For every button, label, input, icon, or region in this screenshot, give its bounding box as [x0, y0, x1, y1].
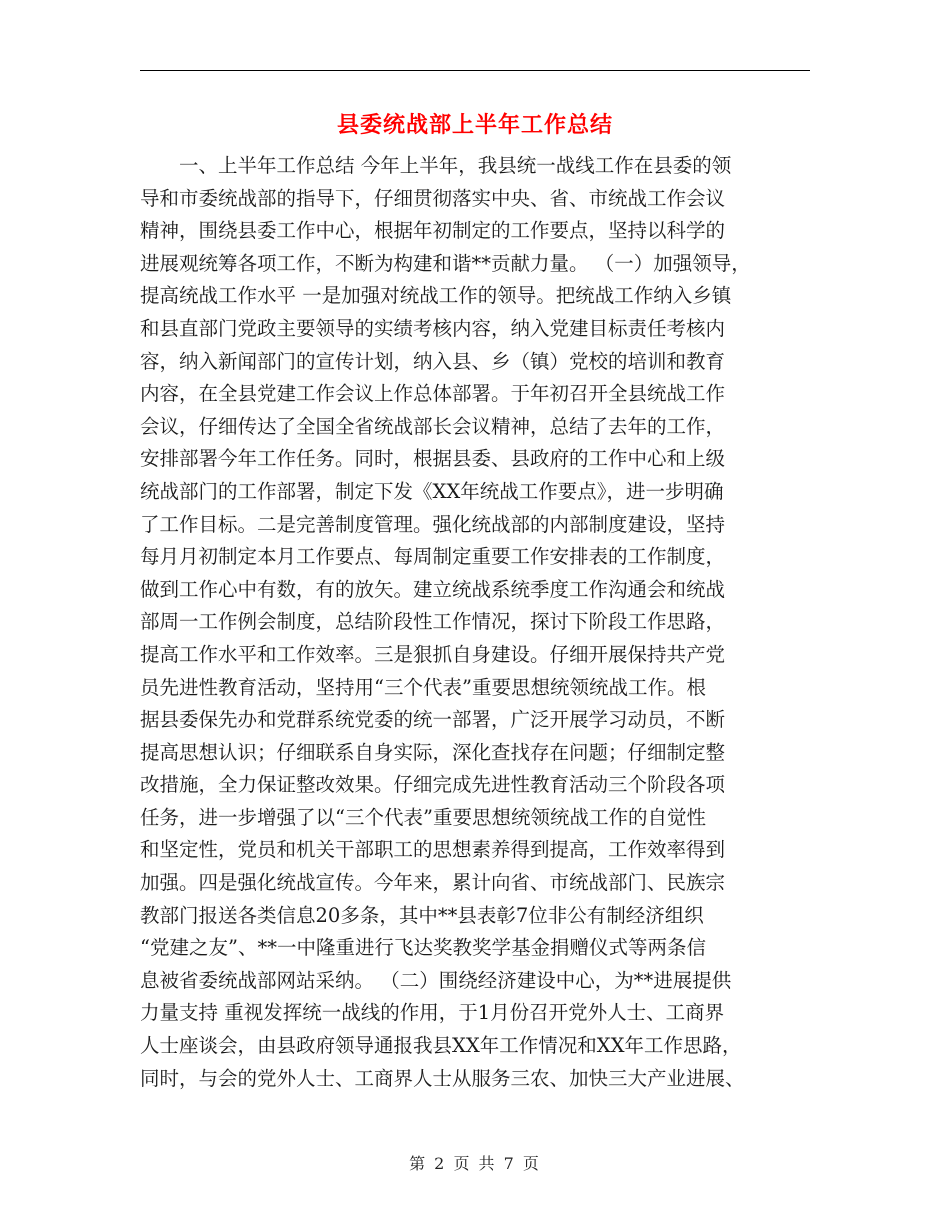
body-line: 据县委保先办和党群系统党委的统一部署，广泛开展学习动员，不断 — [140, 708, 726, 732]
body-line: 息被省委统战部网站采纳。 （二）围绕经济建设中心，为**进展提供 — [140, 968, 732, 992]
body-line: 统战部门的工作部署，制定下发《XX年统战工作要点》，进一步明确 — [140, 479, 724, 503]
page-number: 第 2 页 共 7 页 — [409, 1154, 541, 1173]
document-body — [140, 150, 820, 1095]
body-line: 了工作目标。二是完善制度管理。强化统战部的内部制度建设，坚持 — [140, 512, 726, 536]
body-line: 改措施，全力保证整改效果。仔细完成先进性教育活动三个阶段各项 — [140, 773, 726, 797]
body-line: 提高工作水平和工作效率。三是狠抓自身建设。仔细开展保持共产党 — [140, 642, 726, 666]
body-line: 做到工作心中有数，有的放矢。建立统战系统季度工作沟通会和统战 — [140, 577, 726, 601]
document-title: 县委统战部上半年工作总结 — [336, 112, 613, 138]
body-line: 一、上半年工作总结 今年上半年，我县统一战线工作在县委的领 — [179, 154, 732, 177]
body-line: 教部门报送各类信息20多条，其中**县表彰7位非公有制经济组织 — [140, 903, 704, 927]
body-line: 进展观统筹各项工作，不断为构建和谐**贡献力量。 （一）加强领导， — [140, 251, 751, 275]
body-line: 提高思想认识；仔细联系自身实际，深化查找存在问题；仔细制定整 — [140, 740, 726, 764]
body-line: 加强。四是强化统战宣传。今年来，累计向省、市统战部门、民族宗 — [140, 871, 726, 895]
body-line: 和县直部门党政主要领导的实绩考核内容，纳入党建目标责任考核内 — [140, 316, 726, 340]
body-line: 导和市委统战部的指导下，仔细贯彻落实中央、省、市统战工作会议 — [140, 186, 726, 210]
body-line: 精神，围绕县委工作中心，根据年初制定的工作要点，坚持以科学的 — [140, 219, 726, 243]
body-line: 任务，进一步增强了以“三个代表”重要思想统领统战工作的自觉性 — [140, 805, 706, 829]
body-line: 每月月初制定本月工作要点、每周制定重要工作安排表的工作制度， — [140, 545, 726, 569]
body-line: 容，纳入新闻部门的宣传计划，纳入县、乡（镇）党校的培训和教育 — [140, 349, 726, 373]
body-line: 提高统战工作水平 一是加强对统战工作的领导。把统战工作纳入乡镇 — [140, 284, 732, 308]
body-line: “党建之友”、**一中隆重进行飞达奖教奖学基金捐赠仪式等两条信 — [140, 936, 706, 960]
body-line: 内容，在全县党建工作会议上作总体部署。于年初召开全县统战工作 — [140, 382, 726, 406]
body-line: 力量支持 重视发挥统一战线的作用，于1月份召开党外人士、工商界 — [140, 1001, 725, 1025]
body-line: 部周一工作例会制度，总结阶段性工作情况，探讨下阶段工作思路， — [140, 610, 726, 634]
header-rule — [140, 70, 810, 71]
body-line: 安排部署今年工作任务。同时，根据县委、县政府的工作中心和上级 — [140, 447, 726, 471]
body-line: 同时，与会的党外人士、工商界人士从服务三农、加快三大产业进展、 — [140, 1066, 745, 1090]
body-line: 和坚定性，党员和机关干部职工的思想素养得到提高，工作效率得到 — [140, 838, 726, 862]
body-line: 人士座谈会，由县政府领导通报我县XX年工作情况和XX年工作思路， — [140, 1034, 742, 1058]
body-line: 员先进性教育活动，坚持用“三个代表”重要思想统领统战工作。根 — [140, 675, 706, 699]
body-line: 会议，仔细传达了全国全省统战部长会议精神，总结了去年的工作， — [140, 414, 726, 438]
